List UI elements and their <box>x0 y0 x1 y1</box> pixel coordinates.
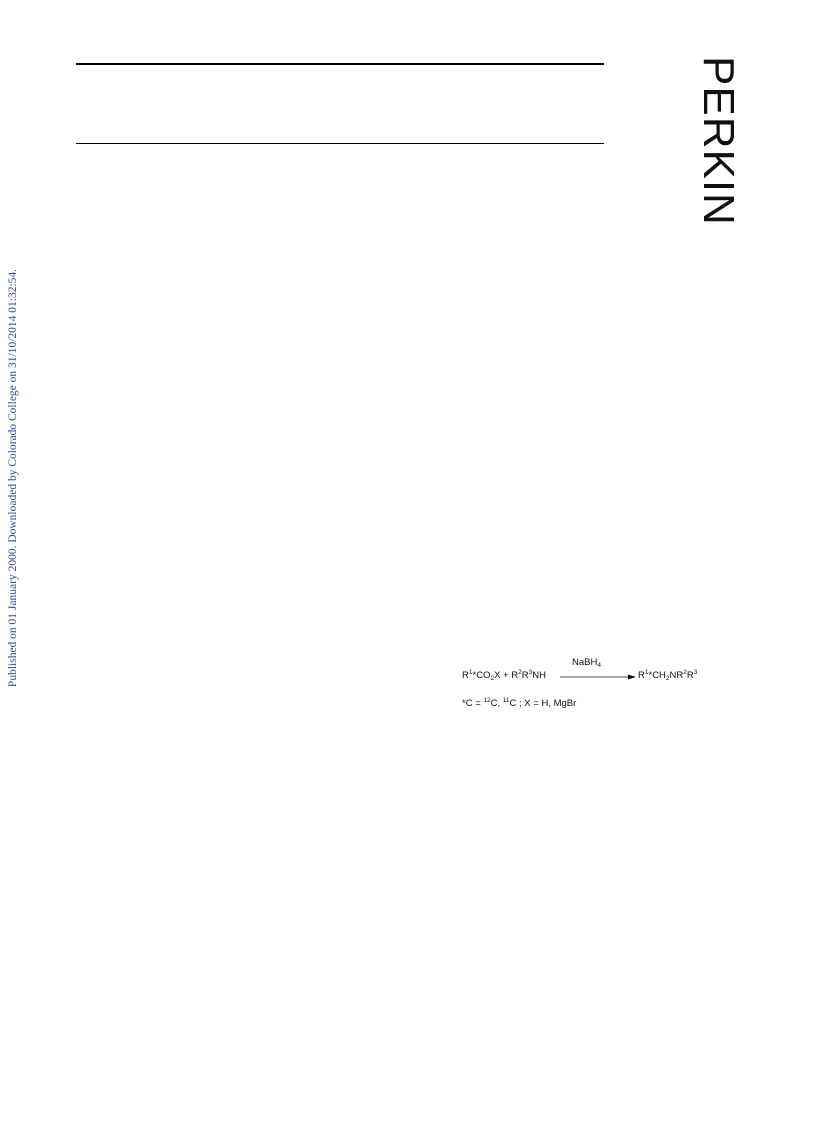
download-notice-text: Published on 01 January 2000. Downloaded by Colorado College on 31/10/2014 01:32:54. <box>7 268 19 688</box>
reaction-product: $R^1*CH_2NR^2R^3$ <box>638 669 698 682</box>
journal-brand: PERKIN <box>694 56 743 226</box>
reaction-reagent: NaBH$_4$ <box>572 657 601 669</box>
reaction-scheme <box>462 656 722 716</box>
reaction-arrow-icon <box>560 673 636 681</box>
reaction-footnote: *C = $^{12}$C, $^{11}$C ; X = H, MgBr <box>462 697 577 709</box>
header-rule-top <box>76 63 604 65</box>
reaction-reactants: $R^1*CO_2X + R^2R^3NH$ <box>462 669 546 682</box>
header-rule-bottom <box>76 143 604 144</box>
